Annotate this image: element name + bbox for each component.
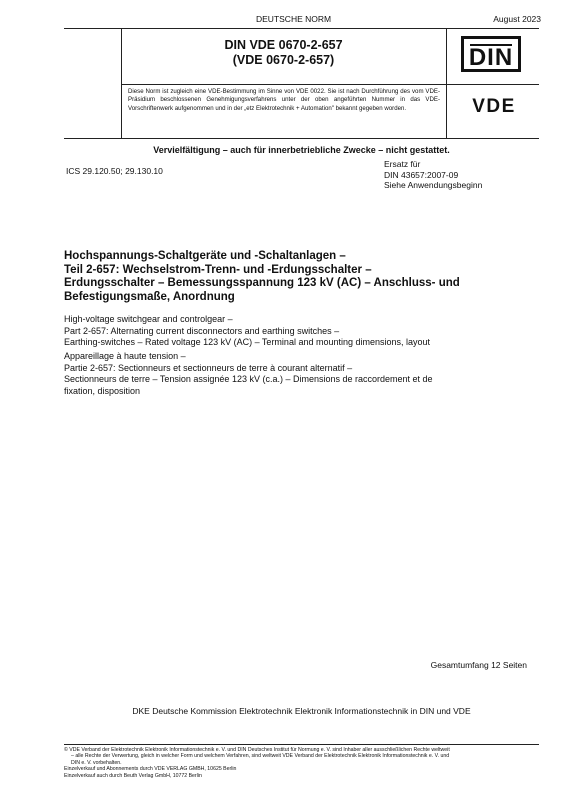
title-de-line: Hochspannungs-Schaltgeräte und -Schaltanlagen – xyxy=(64,250,346,262)
din-logo-text: DIN xyxy=(468,44,514,71)
title-fr-line: Partie 2-657: Sectionneurs et sectionneurs de terre à courant alternatif – xyxy=(64,362,353,373)
norm-type-label: DEUTSCHE NORM xyxy=(256,14,332,24)
title-en-line: Part 2-657: Alternating current disconnectors and earthing switches – xyxy=(64,325,340,336)
copyright-line: – alle Rechte der Verwertung, gleich in welcher Form und welchem Verfahren, sind weltweit VDE Verband der Elektrotechnik Elektronik Informationstechnik e. V. und xyxy=(71,753,450,760)
replacement-line-2: DIN 43657:2007-09 xyxy=(384,169,459,180)
replacement-info xyxy=(384,159,482,191)
title-german xyxy=(64,250,540,304)
title-fr-line: fixation, disposition xyxy=(64,385,141,396)
replacement-line-1: Ersatz für xyxy=(384,159,421,169)
standard-number: DIN VDE 0670-2-657 xyxy=(224,38,343,52)
vde-note: Diese Norm ist zugleich eine VDE-Bestimmung im Sinne von VDE 0022. Sie ist nach Durchführung des vom VDE-Präsidium beschlossenen Genehmigungsverfahrens unter der oben angeführten Nummer in das VDE-Vorschriftenwerk aufgenommen und in der „etz Elektrotechnik + Automation" bekannt gegeben worden. xyxy=(128,88,440,112)
title-en-line: High-voltage switchgear and controlgear – xyxy=(64,314,233,324)
header-middle-rule xyxy=(121,84,539,85)
dke-line: DKE Deutsche Kommission Elektrotechnik Elektronik Informationstechnik in DIN und VDE xyxy=(132,706,471,716)
header-top-rule xyxy=(64,28,539,29)
copyright-line: DIN e. V. vorbehalten. xyxy=(71,759,122,766)
copyright-line: Einzelverkauf auch durch Beuth Verlag GmbH, 10772 Berlin xyxy=(64,772,202,779)
title-de-line: Erdungsschalter – Bemessungsspannung 123 kV (AC) – Anschluss- und xyxy=(64,277,460,289)
footer-rule xyxy=(64,744,539,745)
ics-codes: ICS 29.120.50; 29.130.10 xyxy=(66,166,163,176)
title-french xyxy=(64,351,540,397)
header-right-divider xyxy=(446,28,447,138)
copyright-notice xyxy=(64,747,539,779)
vde-logo: VDE xyxy=(472,96,516,117)
reproduction-notice: Vervielfältigung – auch für innerbetriebliche Zwecke – nicht gestattet. xyxy=(153,145,450,155)
title-fr-line: Sectionneurs de terre – Tension assignée 123 kV (c.a.) – Dimensions de raccordement et de xyxy=(64,374,433,384)
title-de-line: Teil 2-657: Wechselstrom-Trenn- und -Erdungsschalter – xyxy=(64,263,372,276)
din-logo xyxy=(461,36,521,72)
total-pages: Gesamtumfang 12 Seiten xyxy=(430,660,527,670)
title-en-line: Earthing-switches – Rated voltage 123 kV (AC) – Terminal and mounting dimensions, layout xyxy=(64,337,431,347)
vde-designation: (VDE 0670-2-657) xyxy=(232,53,335,67)
replacement-line-3: Siehe Anwendungsbeginn xyxy=(384,180,483,190)
title-de-line: Befestigungsmaße, Anordnung xyxy=(64,290,235,303)
publication-date: August 2023 xyxy=(493,14,541,24)
copyright-line: Einzelverkauf und Abonnements durch VDE VERLAG GMBH, 10625 Berlin xyxy=(64,766,237,773)
copyright-line: © VDE Verband der Elektrotechnik Elektronik Informationstechnik e. V. und DIN Deutsches Institut für Normung e. V. sind Inhaber aller ausschließlichen Rechte weltweit xyxy=(64,747,450,753)
title-fr-line: Appareillage à haute tension – xyxy=(64,351,186,361)
standard-number-block xyxy=(121,38,446,68)
header-bottom-rule xyxy=(64,138,539,139)
title-english xyxy=(64,314,540,349)
